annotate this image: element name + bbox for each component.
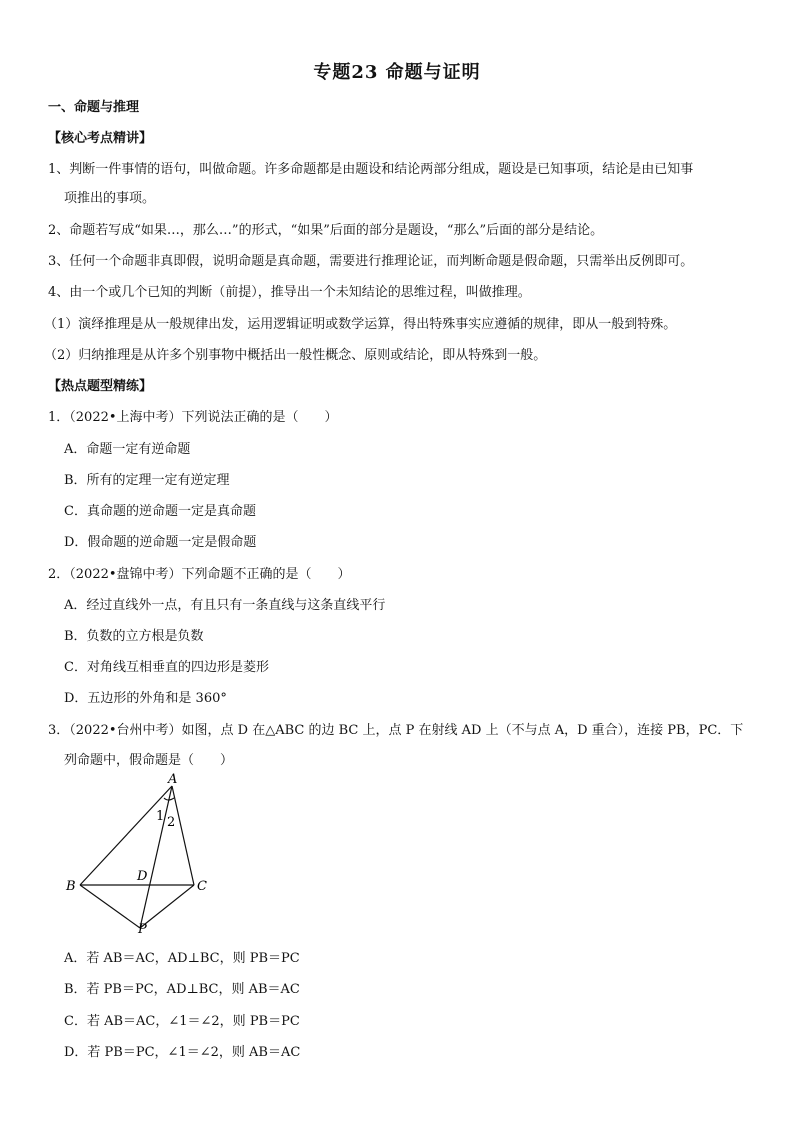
question-stem: 2．（2022•盘锦中考）下列命题不正确的是（ ） <box>48 567 351 582</box>
question-option: C．真命题的逆命题一定是真命题 <box>64 504 256 519</box>
point-text: （1）演绎推理是从一般规律出发，运用逻辑证明或数学运算，得出特殊事实应遵循的规律，即从一般到特殊。 <box>44 317 677 332</box>
practice-heading: 【热点题型精练】 <box>48 379 153 394</box>
page-title: 专题23 命题与证明 <box>313 62 481 83</box>
point-text: 4、由一个或几个已知的判断（前提），推导出一个未知结论的思维过程，叫做推理。 <box>48 285 531 300</box>
question-option: A．若 AB＝AC，AD⊥BC，则 PB＝PC <box>64 951 300 966</box>
segment-pb <box>80 885 140 928</box>
segment-ab <box>80 786 172 885</box>
point-text: 3、任何一个命题非真即假，说明命题是真命题，需要进行推理论证，而判断命题是假命题，只需举出反例即可。 <box>48 254 694 269</box>
question-stem: 1．（2022•上海中考）下列说法正确的是（ ） <box>48 410 338 425</box>
core-points-heading: 【核心考点精讲】 <box>48 131 153 146</box>
point-text: 项推出的事项。 <box>64 191 156 206</box>
label-angle-2: 2 <box>167 815 176 830</box>
question-option: D．假命题的逆命题一定是假命题 <box>64 535 257 550</box>
point-text: 1、判断一件事情的语句，叫做命题。许多命题都是由题设和结论两部分组成，题设是已知事项，结论是由已知事 <box>48 162 694 177</box>
triangle-figure <box>60 772 230 942</box>
section-heading: 一、命题与推理 <box>48 100 140 115</box>
question-option: C．对角线互相垂直的四边形是菱形 <box>64 660 269 675</box>
question-option: B．负数的立方根是负数 <box>64 629 204 644</box>
question-option: C．若 AB＝AC，∠1＝∠2，则 PB＝PC <box>64 1014 300 1029</box>
label-a: A <box>168 772 178 787</box>
question-option: D．若 PB＝PC，∠1＝∠2，则 AB＝AC <box>64 1045 301 1060</box>
label-b: B <box>66 879 76 894</box>
question-option: A．命题一定有逆命题 <box>64 442 191 457</box>
question-option: B．所有的定理一定有逆定理 <box>64 473 230 488</box>
question-stem: 3．（2022•台州中考）如图，点 D 在△ABC 的边 BC 上，点 P 在射线 AD 上（不与点 A，D 重合），连接 PB，PC．下 <box>48 723 744 738</box>
question-stem-continued: 列命题中，假命题是（ ） <box>64 753 234 768</box>
label-p: P <box>138 922 147 937</box>
label-c: C <box>197 879 207 894</box>
question-option: B．若 PB＝PC，AD⊥BC，则 AB＝AC <box>64 982 300 997</box>
segment-ac <box>172 786 194 885</box>
point-text: （2）归纳推理是从许多个别事物中概括出一般性概念、原则或结论，即从特殊到一般。 <box>44 348 547 363</box>
point-text: 2、命题若写成“如果…，那么…”的形式，“如果”后面的部分是题设，“那么”后面的部分是结论。 <box>48 223 604 238</box>
label-d: D <box>137 869 148 884</box>
question-option: D．五边形的外角和是 360° <box>64 691 227 706</box>
label-angle-1: 1 <box>156 809 165 824</box>
question-option: A．经过直线外一点，有且只有一条直线与这条直线平行 <box>64 598 386 613</box>
